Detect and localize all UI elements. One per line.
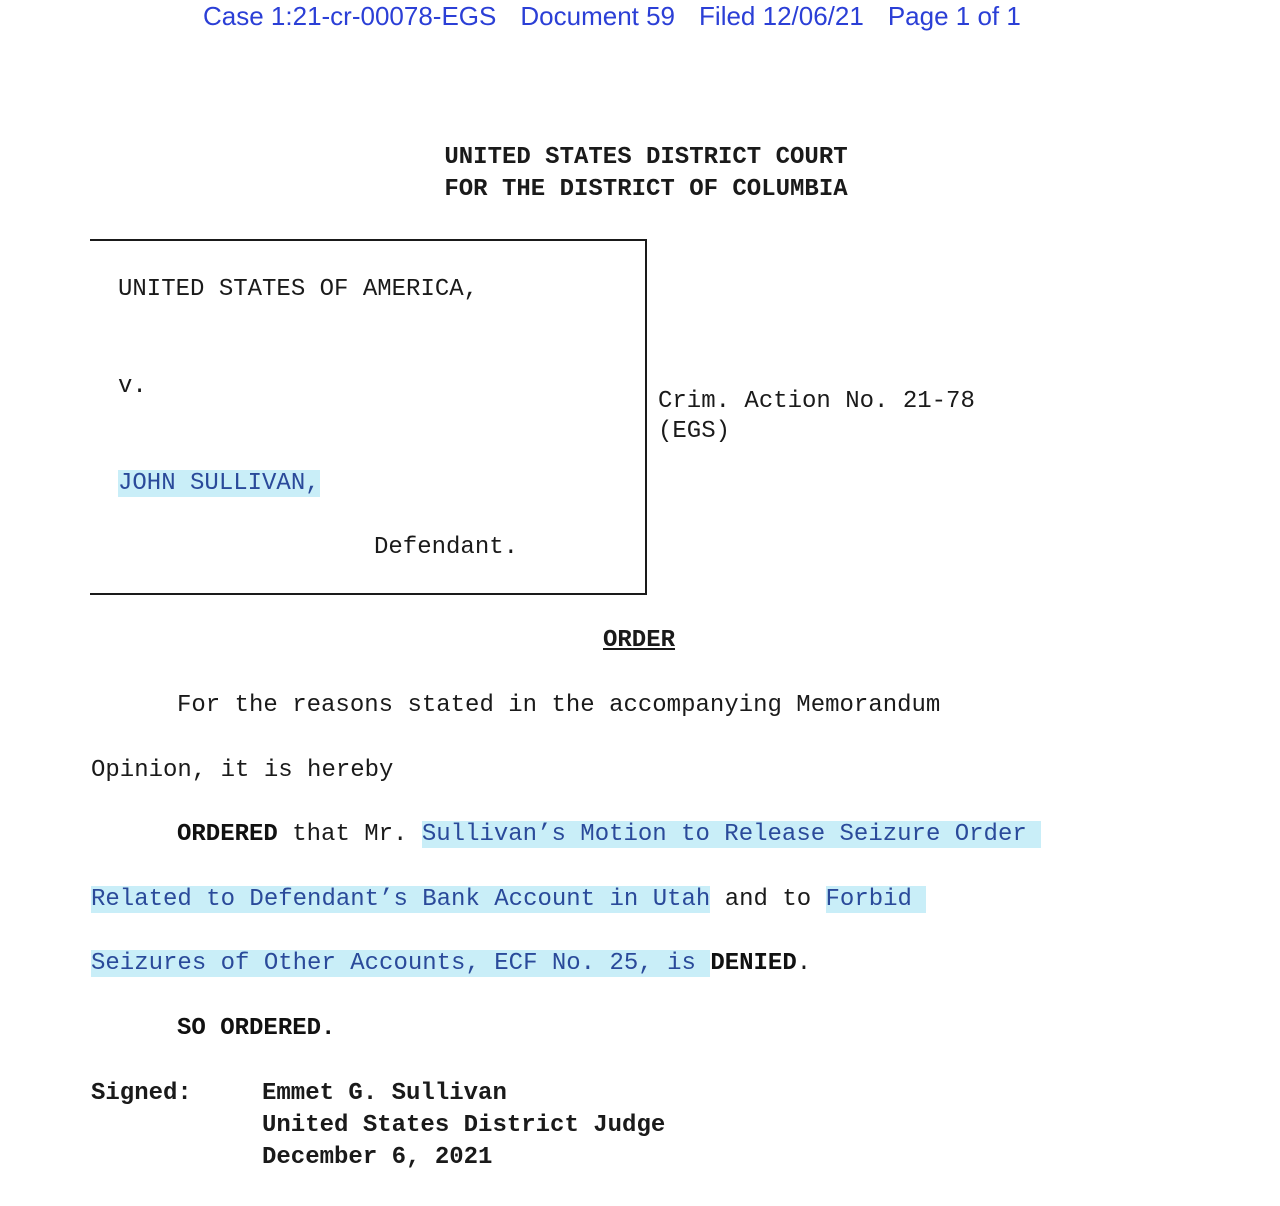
motion-highlight: Seizures of Other Accounts, ECF No. 25, is — [91, 950, 711, 977]
order-title: ORDER — [603, 627, 676, 654]
filed-date: Filed 12/06/21 — [699, 1, 864, 31]
ordered-clause-line — [91, 885, 926, 915]
order-paragraph-line: Opinion, it is hereby — [91, 757, 394, 784]
motion-highlight: Related to Defendant’s Bank Account in Utah — [91, 886, 711, 913]
motion-highlight: Forbid — [825, 886, 927, 913]
page-count: Page 1 of 1 — [887, 1, 1021, 31]
motion-highlight: Sullivan’s Motion to Release Seizure Order — [421, 821, 1042, 848]
case-number: Case 1:21-cr-00078-EGS — [203, 1, 497, 31]
signature-block — [262, 1078, 665, 1174]
case-caption-box — [90, 239, 647, 595]
judge-title: United States District Judge — [262, 1112, 666, 1139]
document-number: Document 59 — [520, 1, 676, 31]
court-name: UNITED STATES DISTRICT COURT — [444, 144, 848, 171]
filing-stamp — [203, 0, 1045, 32]
action-number-line2: (EGS) — [658, 418, 731, 445]
signed-date: December 6, 2021 — [262, 1144, 493, 1171]
defendant-name — [118, 469, 320, 499]
versus-label: v. — [118, 373, 147, 400]
so-ordered: SO ORDERED. — [177, 1015, 336, 1042]
ordered-text: and to — [710, 886, 826, 913]
criminal-action-number — [658, 387, 975, 447]
signed-label: Signed: — [91, 1080, 192, 1107]
defendant-name-highlight: JOHN SULLIVAN, — [118, 470, 320, 497]
ordered-clause-line — [177, 820, 1041, 850]
denied-keyword: DENIED — [710, 950, 797, 977]
ordered-keyword: ORDERED — [177, 821, 278, 848]
judge-name: Emmet G. Sullivan — [262, 1080, 507, 1107]
order-paragraph-line: For the reasons stated in the accompanying Memorandum — [177, 692, 941, 719]
period: . — [796, 950, 812, 977]
ordered-clause-line — [91, 949, 811, 979]
court-district: FOR THE DISTRICT OF COLUMBIA — [444, 176, 848, 203]
defendant-role: Defendant. — [374, 534, 519, 561]
ordered-text: that Mr. — [277, 821, 422, 848]
action-number-line1: Crim. Action No. 21-78 — [658, 388, 975, 415]
plaintiff-name: UNITED STATES OF AMERICA, — [118, 276, 479, 303]
